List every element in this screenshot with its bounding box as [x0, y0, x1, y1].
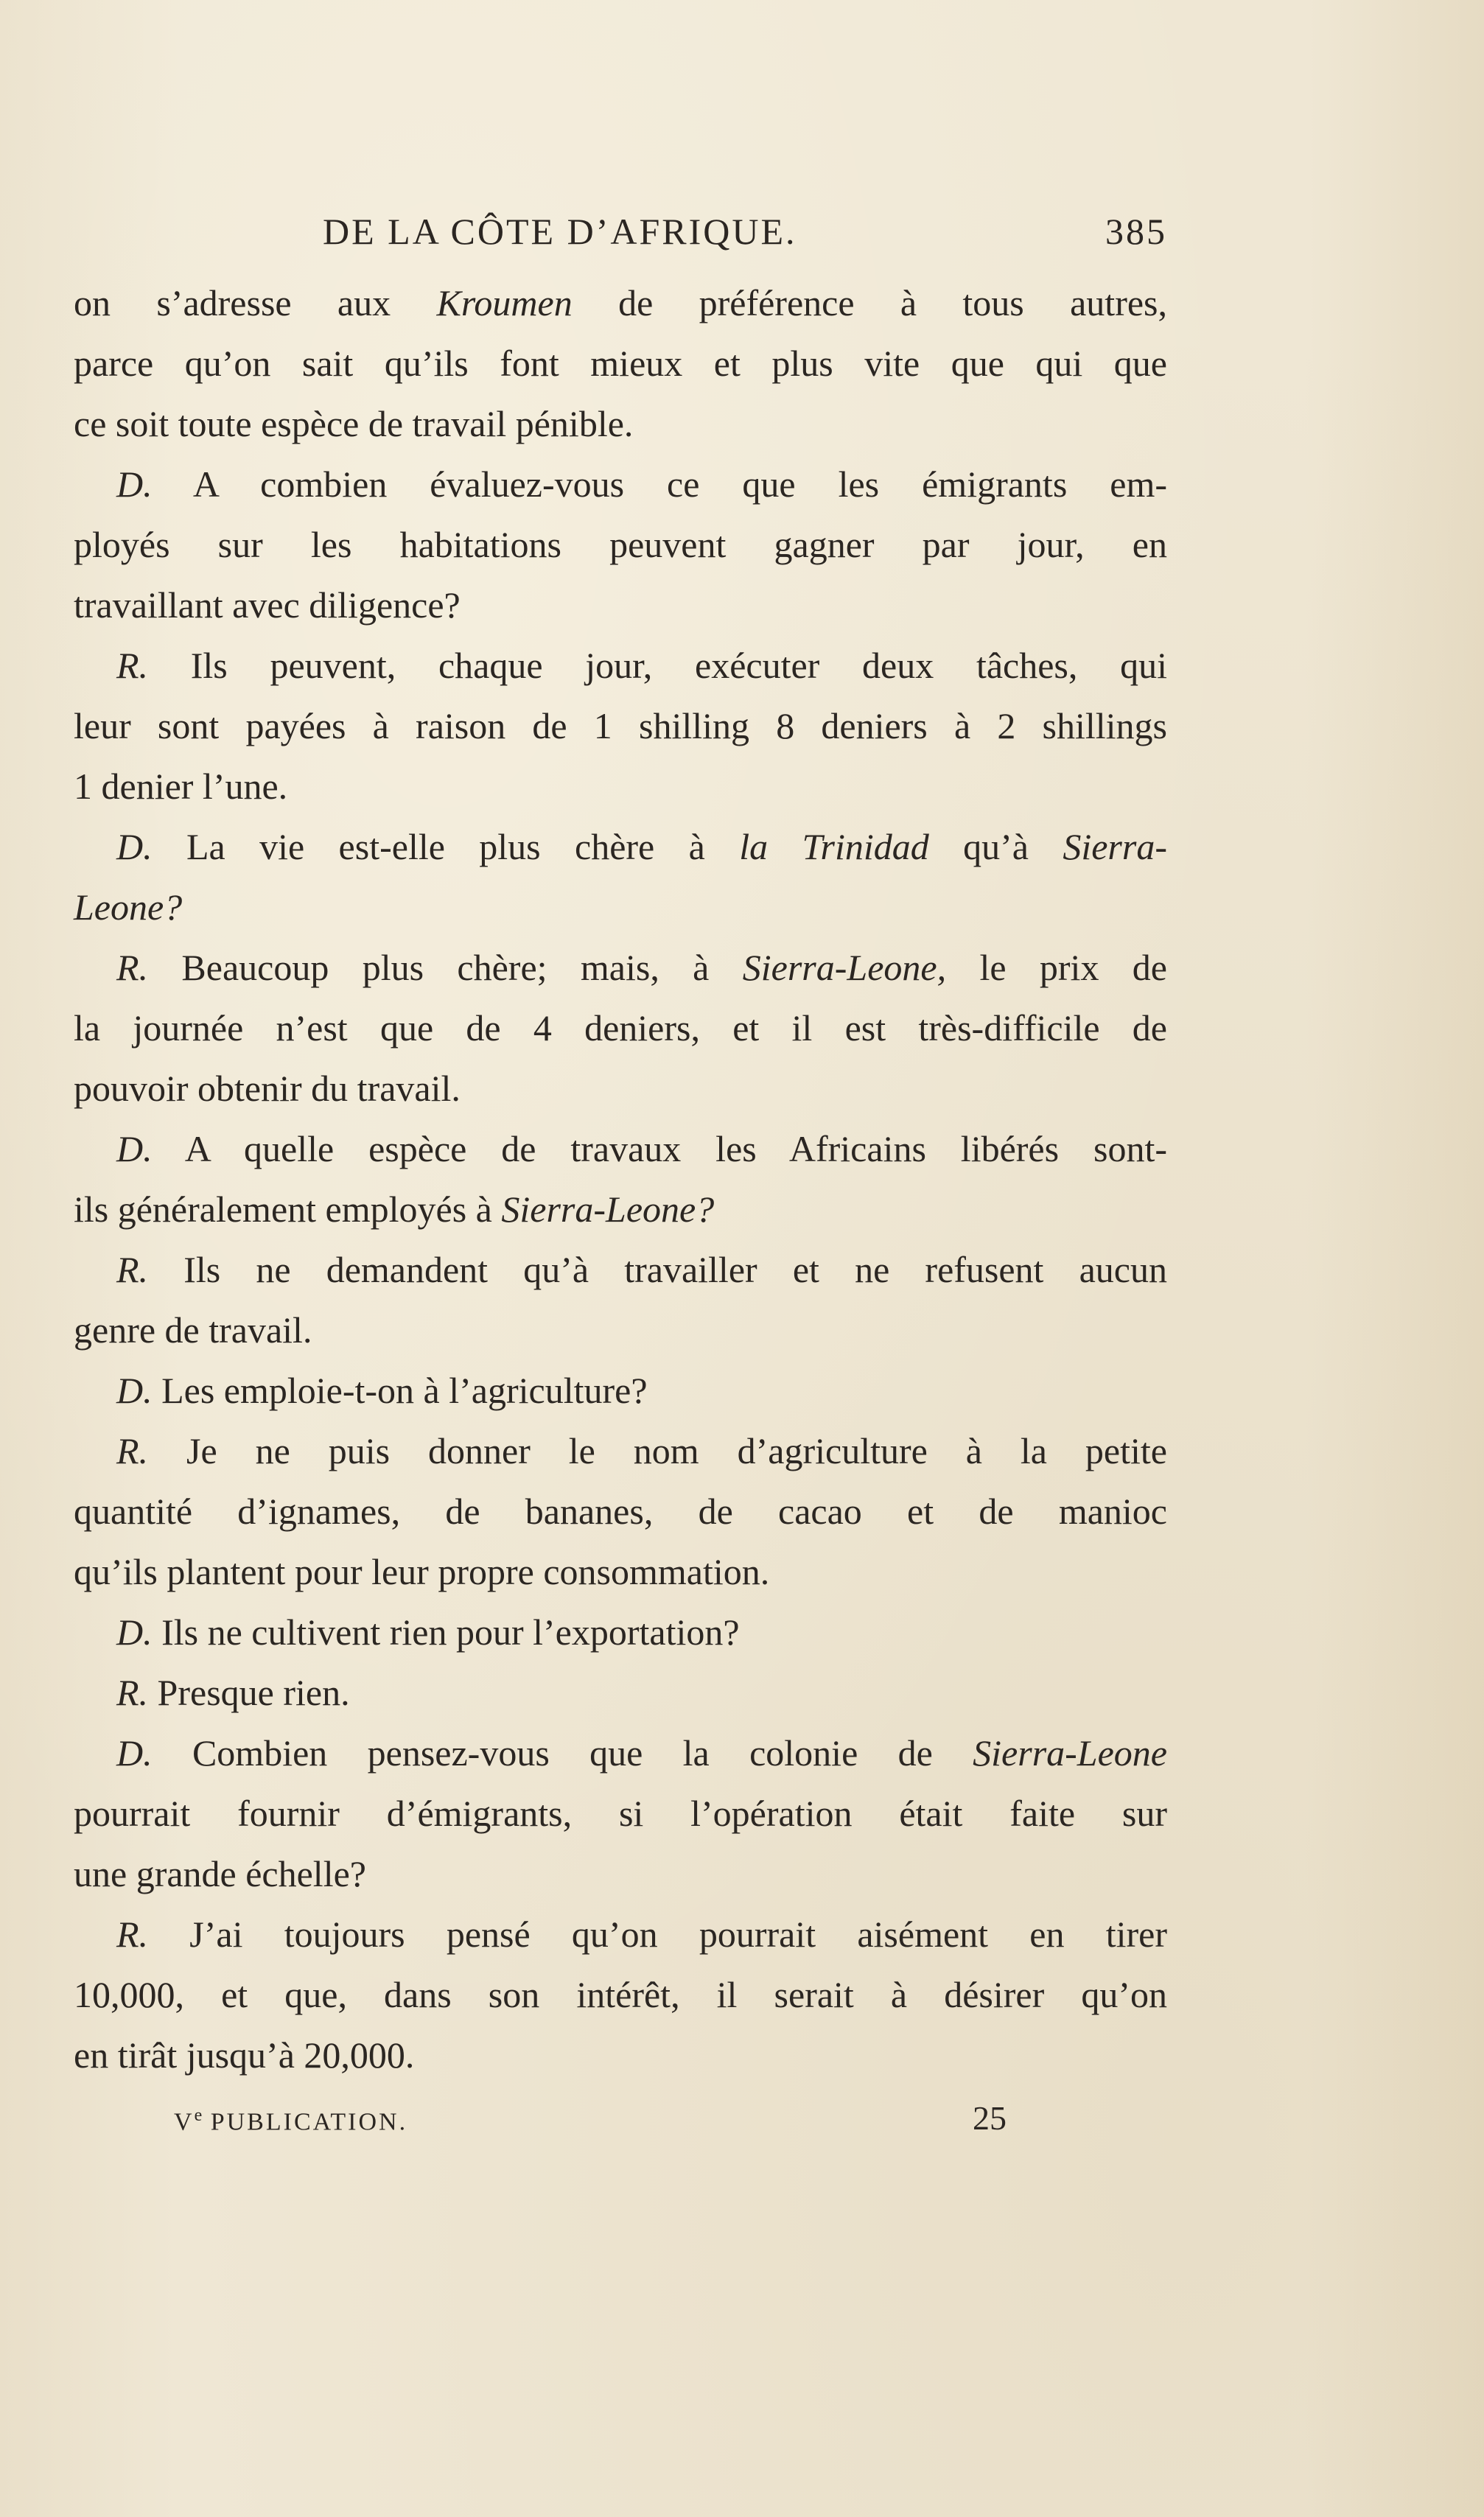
italic-segment: Sierra-Leone — [973, 1732, 1167, 1774]
text-line — [74, 1541, 1167, 1602]
text-line — [74, 1723, 1167, 1783]
text-segment: une grande échelle? — [74, 1853, 366, 1894]
speaker-label: R. — [116, 1672, 149, 1713]
text-line — [74, 1119, 1167, 1179]
text-line — [74, 1058, 1167, 1119]
text-line — [74, 1602, 1167, 1662]
speaker-label: R. — [116, 1430, 149, 1471]
text-line — [74, 998, 1167, 1058]
text-segment: Presque rien. — [148, 1672, 350, 1713]
text-line — [74, 1662, 1167, 1723]
text-segment: en tirât jusqu’à 20,000. — [74, 2034, 415, 2076]
text-line — [74, 816, 1167, 877]
running-title: DE LA CÔTE D’AFRIQUE. — [323, 211, 797, 252]
speaker-label: D. — [116, 463, 153, 505]
speaker-label: D. — [116, 1732, 153, 1774]
text-line — [74, 514, 1167, 575]
text-segment: 10,000, et que, dans son intérêt, il serait à désirer qu’on — [74, 1974, 1167, 2015]
text-line — [74, 1904, 1167, 1964]
text-segment: on s’adresse aux — [74, 282, 437, 323]
text-segment: Ils peuvent, chaque jour, exécuter deux tâches, qui — [148, 645, 1167, 686]
page-header — [74, 210, 1167, 262]
italic-segment: Kroumen — [436, 282, 573, 323]
text-line — [74, 393, 1167, 454]
signature-mark — [174, 2106, 407, 2136]
text-line — [74, 1481, 1167, 1541]
text-segment: parce qu’on sait qu’ils font mieux et plus vite que qui que — [74, 343, 1167, 384]
text-segment: La vie est-elle plus chère à — [152, 826, 740, 867]
speaker-label: D. — [116, 1611, 153, 1653]
text-segment: la journée n’est que de 4 deniers, et il est très-difficile de — [74, 1007, 1167, 1049]
text-segment: Les emploie-t-on à l’agriculture? — [152, 1370, 648, 1411]
text-segment: quantité d’ignames, de bananes, de cacao et de manioc — [74, 1491, 1167, 1532]
text-line — [74, 1421, 1167, 1481]
text-line — [74, 333, 1167, 393]
text-line — [74, 2025, 1167, 2085]
italic-segment: la Trinidad — [739, 826, 929, 867]
text-segment: Combien pensez-vous que la colonie de — [152, 1732, 973, 1774]
text-segment: leur sont payées à raison de 1 shilling 8 deniers à 2 shillings — [74, 705, 1167, 746]
page-footer — [174, 2098, 1007, 2138]
text-segment: J’ai toujours pensé qu’on pourrait aisément en tirer — [148, 1914, 1167, 1955]
text-line — [74, 1964, 1167, 2025]
text-line — [74, 1783, 1167, 1844]
text-segment: Ils ne cultivent rien pour l’exportation? — [152, 1611, 740, 1653]
speaker-label: R. — [116, 947, 149, 988]
text-segment: 1 denier l’une. — [74, 766, 288, 807]
text-segment: ce soit toute espèce de travail pénible. — [74, 403, 634, 444]
italic-segment: Sierra-Leone? — [501, 1189, 715, 1230]
speaker-label: R. — [116, 1914, 149, 1955]
body-text — [74, 273, 1167, 2085]
text-segment: Je ne puis donner le nom d’agriculture à la petite — [148, 1430, 1167, 1471]
text-segment: qu’à — [928, 826, 1063, 867]
text-line — [74, 1360, 1167, 1421]
speaker-label: R. — [116, 1249, 149, 1290]
text-line — [74, 575, 1167, 635]
text-segment: ils généralement employés à — [74, 1189, 502, 1230]
text-segment: Beaucoup plus chère; mais, à — [148, 947, 743, 988]
signature-prefix: V — [174, 2108, 195, 2135]
text-line — [74, 635, 1167, 696]
text-segment: pouvoir obtenir du travail. — [74, 1068, 461, 1109]
text-line — [74, 877, 1167, 937]
text-segment: le prix de — [946, 947, 1167, 988]
text-line — [74, 937, 1167, 998]
italic-segment: Sierra- — [1063, 826, 1167, 867]
text-segment: qu’ils plantent pour leur propre consommation. — [74, 1551, 770, 1592]
speaker-label: D. — [116, 1128, 153, 1169]
speaker-label: D. — [116, 826, 153, 867]
signature-superscript: e — [194, 2105, 203, 2125]
signature-number: 25 — [973, 2099, 1007, 2137]
text-line — [74, 1300, 1167, 1360]
text-segment: de préférence à tous autres, — [572, 282, 1167, 323]
text-segment: travaillant avec diligence? — [74, 584, 461, 626]
text-line — [74, 696, 1167, 756]
italic-segment: Sierra-Leone, — [742, 947, 947, 988]
text-line — [74, 273, 1167, 333]
text-segment: ployés sur les habitations peuvent gagner par jour, en — [74, 524, 1167, 565]
text-line — [74, 756, 1167, 816]
text-segment: pourrait fournir d’émigrants, si l’opération était faite sur — [74, 1793, 1167, 1834]
signature-text: PUBLICATION. — [202, 2108, 408, 2135]
speaker-label: R. — [116, 645, 149, 686]
speaker-label: D. — [116, 1370, 153, 1411]
text-segment: A quelle espèce de travaux les Africains libérés sont- — [152, 1128, 1167, 1169]
text-segment: genre de travail. — [74, 1309, 312, 1351]
italic-segment: Leone? — [74, 886, 183, 928]
page-number: 385 — [1105, 211, 1167, 252]
text-line — [74, 1844, 1167, 1904]
text-segment: A combien évaluez-vous ce que les émigrants em- — [152, 463, 1167, 505]
text-segment: Ils ne demandent qu’à travailler et ne refusent aucun — [148, 1249, 1167, 1290]
text-line — [74, 454, 1167, 514]
text-line — [74, 1239, 1167, 1300]
text-line — [74, 1179, 1167, 1239]
